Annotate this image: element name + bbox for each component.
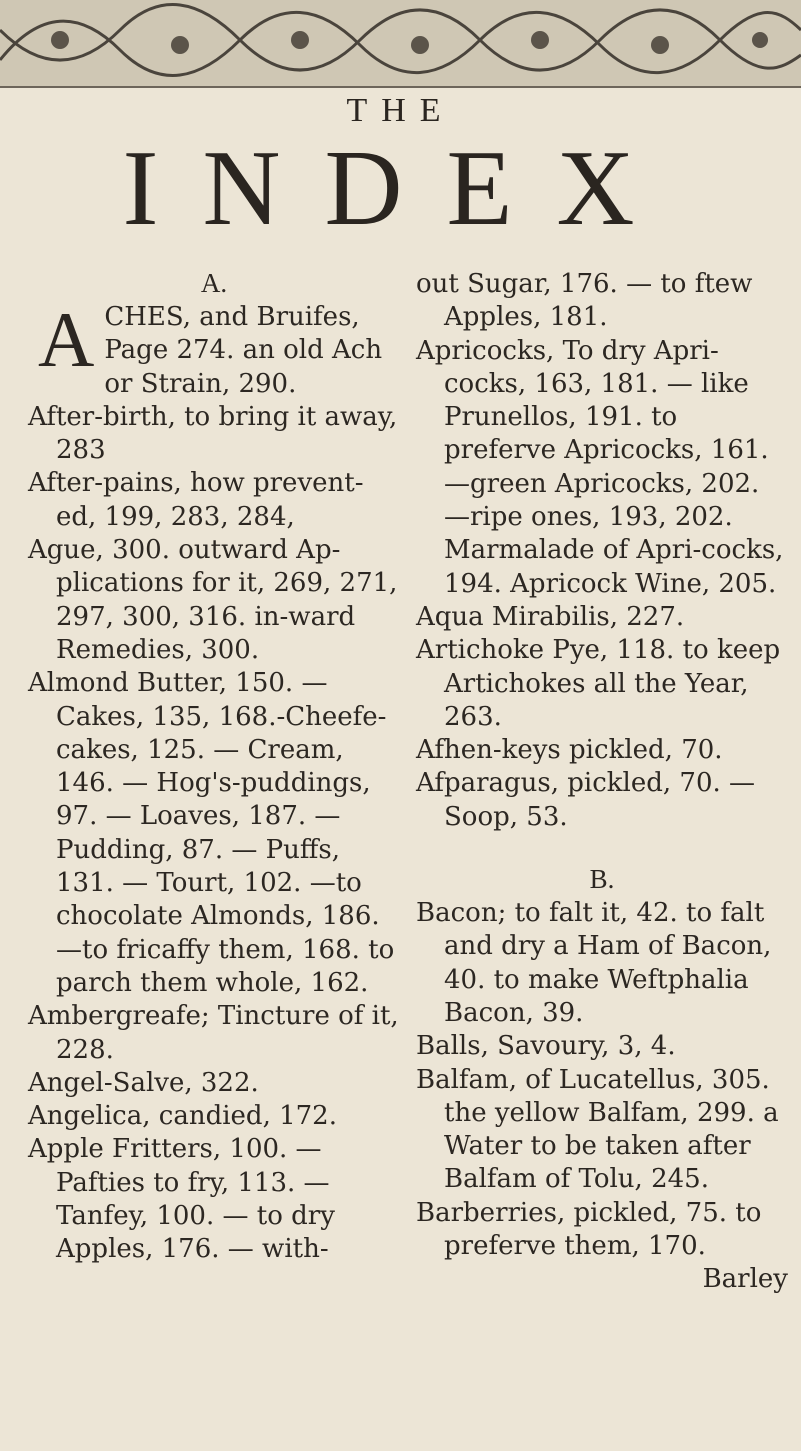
index-entry: Barberries, pickled, 75. to preferve them, 170. <box>416 1197 762 1262</box>
index-entry: Balls, Savoury, 3, 4. <box>416 1031 676 1062</box>
index-entry: Apple Fritters, 100. — Pafties to fry, 113. — Tanfey, 100. — to dry Apples, 176. — with- <box>28 1134 335 1265</box>
index-entry: Angel-Salve, 322. <box>28 1067 259 1098</box>
catchword: Barley <box>702 1264 788 1295</box>
drop-cap: A <box>38 296 95 383</box>
index-entry: Almond Butter, 150. — Cakes, 135, 168.-Cheefe-cakes, 125. — Cream, 146. — Hog's-puddings, 97. — Loaves, 187. — Pudding, 87. — Puffs, 131. — Tourt, 102. —to chocolate Almonds, 186. —to fricaffy them, 168. to parch them whole, 162. <box>28 668 395 998</box>
index-entry: A CHES, and Bruifes, Page 274. an old Ach or Strain, 290. <box>38 296 383 399</box>
index-entry: Bacon; to falt it, 42. to falt and dry a Ham of Bacon, 40. to make Weftphalia Bacon, 39. <box>416 898 772 1028</box>
index-entry: Balfam, of Lucatellus, 305. the yellow Balfam, 299. a Water to be taken after Balfam of Tolu, 245. <box>416 1064 779 1195</box>
decorative-header-band <box>0 0 801 88</box>
index-entry: Afhen-keys pickled, 70. <box>416 735 723 766</box>
title-index: INDEX <box>122 129 679 248</box>
section-letter-b: B. <box>589 864 615 895</box>
index-entry: After-pains, how prevent-ed, 199, 283, 284, <box>28 468 364 532</box>
index-entry: Artichoke Pye, 118. to keep Artichokes all the Year, 263. <box>416 635 781 732</box>
section-gap <box>416 834 788 864</box>
index-entry: Afparagus, pickled, 70. — Soop, 53. <box>416 768 756 832</box>
index-entry: Apricocks, To dry Apri-cocks, 163, 181. — like Prunellos, 191. to preferve Apricocks, 161. —green Apricocks, 202. —ripe ones, 193, 202. Marmalade of Apri-cocks, 194. Apricock Wine, 205. <box>416 335 784 599</box>
section-letter-a: A. <box>200 268 228 298</box>
index-entry: Angelica, candied, 172. <box>28 1101 337 1132</box>
index-entry: After-birth, to bring it away, 283 <box>28 401 398 466</box>
index-entry: Aqua Mirabilis, 227. <box>416 601 685 632</box>
right-column <box>416 268 788 1297</box>
title-the: THE <box>346 92 455 129</box>
index-entry: Ague, 300. outward Ap-plications for it, 269, 271, 297, 300, 316. in-ward Remedies, 300. <box>28 535 398 665</box>
left-column <box>28 268 400 1267</box>
index-entry: Ambergreafe; Tincture of it, 228. <box>28 1001 399 1065</box>
ornament-pattern-icon <box>0 0 801 86</box>
index-entry: out Sugar, 176. — to ftew Apples, 181. <box>416 269 753 333</box>
